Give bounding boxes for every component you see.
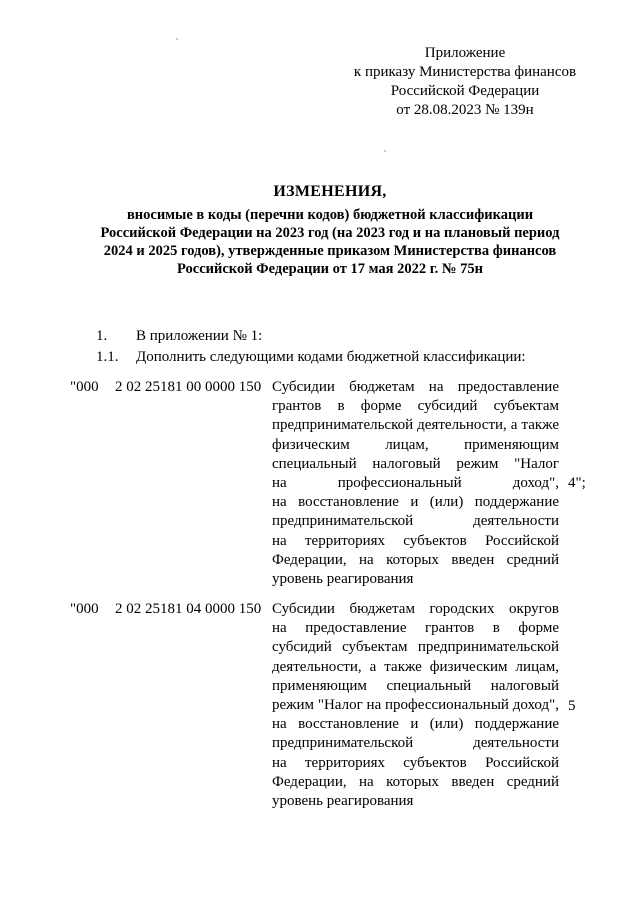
description-line: на профессиональный доход", <box>272 474 559 491</box>
description-line: на восстановление и (или) поддержание <box>272 716 559 733</box>
entry-code: 2 02 25181 00 0000 150 <box>115 379 262 395</box>
description-line: физическим лицам, применяющим <box>272 436 559 453</box>
annex-line-3: Российской Федерации <box>390 83 540 99</box>
description-line: предпринимательской деятельности, а также <box>272 417 559 434</box>
description-line: на предоставление грантов в форме <box>272 620 559 637</box>
annex-line-4: от 28.08.2023 № 139н <box>396 102 534 118</box>
entry-rank: 5 <box>568 698 576 714</box>
title-heading: ИЗМЕНЕНИЯ, <box>273 183 387 200</box>
description-line: Субсидии бюджетам на предоставление <box>272 379 559 395</box>
description-line: на восстановление и (или) поддержание <box>272 494 559 511</box>
classification-entry-2 <box>70 600 600 815</box>
item-number: 1.1. <box>96 349 119 365</box>
description-line: уровень реагирования <box>272 792 414 809</box>
entry-description <box>272 600 559 811</box>
item-text: Дополнить следующими кодами бюджетной классификации: <box>136 349 526 365</box>
title-line-4: Российской Федерации от 17 мая 2022 г. № 75н <box>177 261 483 277</box>
description-line: Субсидии бюджетам городских округов <box>272 601 559 617</box>
description-line: предпринимательской деятельности <box>272 735 559 752</box>
entry-prefix: "000 <box>70 601 99 617</box>
description-line: предпринимательской деятельности <box>272 513 559 530</box>
classification-entry-1 <box>70 378 600 593</box>
description-line: Федерации, на которых введен средний <box>272 773 559 790</box>
description-line: на территориях субъектов Российской <box>272 754 559 771</box>
scan-speck <box>384 150 386 152</box>
item-text: В приложении № 1: <box>136 328 263 344</box>
description-line: применяющим специальный налоговый <box>272 677 559 694</box>
scan-speck <box>176 38 178 40</box>
annex-line-2: к приказу Министерства финансов <box>353 64 577 80</box>
item-1 <box>96 327 262 346</box>
title-subtitle <box>60 206 600 278</box>
item-number: 1. <box>96 328 108 344</box>
description-line: уровень реагирования <box>272 570 414 587</box>
item-1-1 <box>96 348 526 367</box>
title-line-3: 2024 и 2025 годов), утвержденные приказом Министерства финансов <box>103 243 557 259</box>
description-line: грантов в форме субсидий субъектам <box>272 398 559 415</box>
description-line: специальный налоговый режим "Налог <box>272 455 559 472</box>
description-line: субсидий субъектам предпринимательской <box>272 639 559 656</box>
description-line: деятельности, а также физическим лицам, <box>272 658 559 675</box>
entry-rank: 4"; <box>568 475 586 491</box>
description-line: Федерации, на которых введен средний <box>272 551 559 568</box>
entry-description <box>272 378 559 589</box>
title-line-1: вносимые в коды (перечни кодов) бюджетной классификации <box>126 207 534 223</box>
annex-line-1: Приложение <box>424 45 506 61</box>
description-line: на территориях субъектов Российской <box>272 532 559 549</box>
annex-block <box>330 44 600 120</box>
entry-code: 2 02 25181 04 0000 150 <box>115 601 262 617</box>
document-title <box>60 182 600 278</box>
description-line: режим "Налог на профессиональный доход", <box>272 696 559 713</box>
title-line-2: Российской Федерации на 2023 год (на 2023 год и на плановый период <box>100 225 560 241</box>
entry-prefix: "000 <box>70 379 99 395</box>
